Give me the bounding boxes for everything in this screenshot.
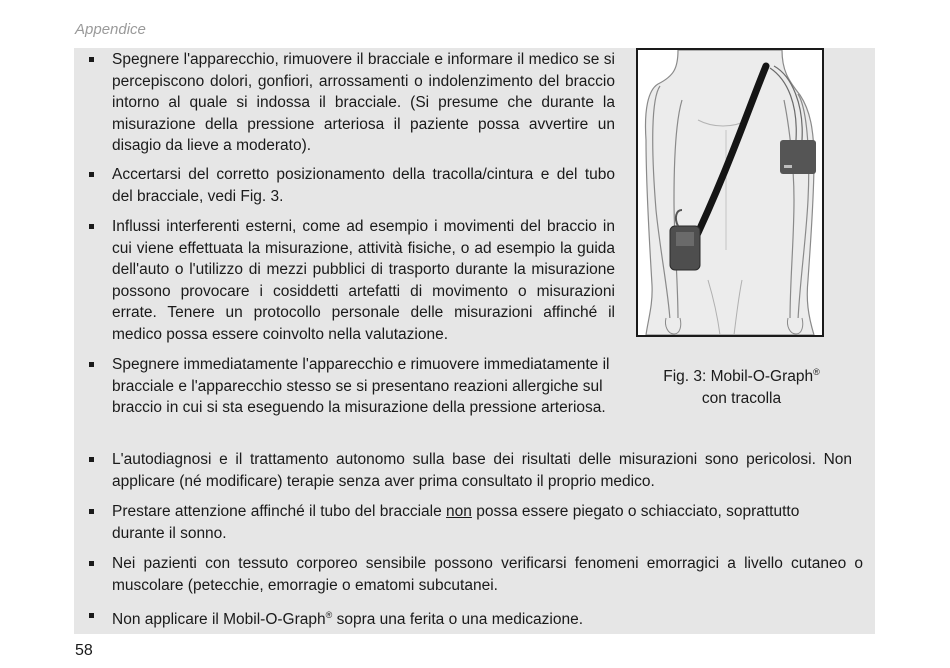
bullet-6-underlined: non	[446, 503, 472, 520]
bullet-8-pre: Non applicare il Mobil-O-Graph	[112, 611, 326, 629]
caption-line1: Fig. 3: Mobil-O-Graph	[663, 368, 814, 386]
bullet-item-7: Nei pazienti con tessuto corporeo sensibile possono verificarsi fenomeni emorragici a livello cutaneo o muscolare (petecchie, emorragie o ematomi subcutanei.	[112, 553, 863, 596]
cuff-shape	[780, 140, 816, 174]
torso-shape	[646, 50, 815, 335]
bullet-item-2: Accertarsi del corretto posizionamento della tracolla/cintura e del tubo del bracciale, vedi Fig. 3.	[112, 164, 615, 207]
bullet-item-6	[112, 501, 852, 544]
page-number: 58	[75, 642, 93, 659]
bullet-item-1: Spegnere l'apparecchio, rimuovere il bracciale e informare il medico se si percepiscono dolori, gonfiori, arrossamenti o indolenzimento del braccio intorno al quale si indossa il bracciale. (Si presume che durante la misurazione della pressione arteriosa il paziente possa avvertire un disagio da lieve a moderato).	[112, 49, 615, 157]
section-header: Appendice	[75, 21, 146, 38]
bullet-item-5: L'autodiagnosi e il trattamento autonomo sulla base dei risultati delle misurazioni sono pericolosi. Non applicare (né modificare) terapie senza aver prima consultato il proprio medico.	[112, 449, 852, 492]
caption-line2: con tracolla	[701, 389, 782, 407]
bullet-8-post: sopra una ferita o una medicazione.	[332, 611, 584, 629]
bullet-8-sup: ®	[325, 610, 333, 620]
bullet-item-4: Spegnere immediatamente l'apparecchio e rimuovere immediatamente il bracciale e l'apparecchio stesso se si presentano reazioni allergiche sul braccio in cui si sta eseguendo la misurazione della pressione arteriosa.	[112, 354, 612, 419]
bullet-6-pre: Prestare attenzione affinché il tubo del bracciale	[112, 503, 447, 520]
figure-illustration	[636, 48, 824, 337]
bullet-item-8	[112, 605, 852, 631]
cuff-label	[784, 165, 792, 168]
caption-sup: ®	[813, 367, 820, 377]
figure-caption	[634, 362, 849, 409]
pouch-flap	[676, 232, 694, 246]
bullet-item-3: Influssi interferenti esterni, come ad esempio i movimenti del braccio in cui viene effettuata la misurazione, attività fisiche, o ad esempio la guida dell'auto o l'utilizzo di mezzi pubblici di trasporto durante la misurazione possono provocare i cosiddetti artefatti di movimento o misurazioni errate. Tenere un protocollo personale delle misurazioni affinché il medico possa essere coinvolto nella valutazione.	[112, 216, 615, 346]
bullet-6-post: possa essere piegato o schiacciato, soprattutto durante il sonno.	[112, 503, 800, 542]
patient-with-device-drawing	[638, 50, 822, 335]
content-panel	[74, 48, 875, 634]
